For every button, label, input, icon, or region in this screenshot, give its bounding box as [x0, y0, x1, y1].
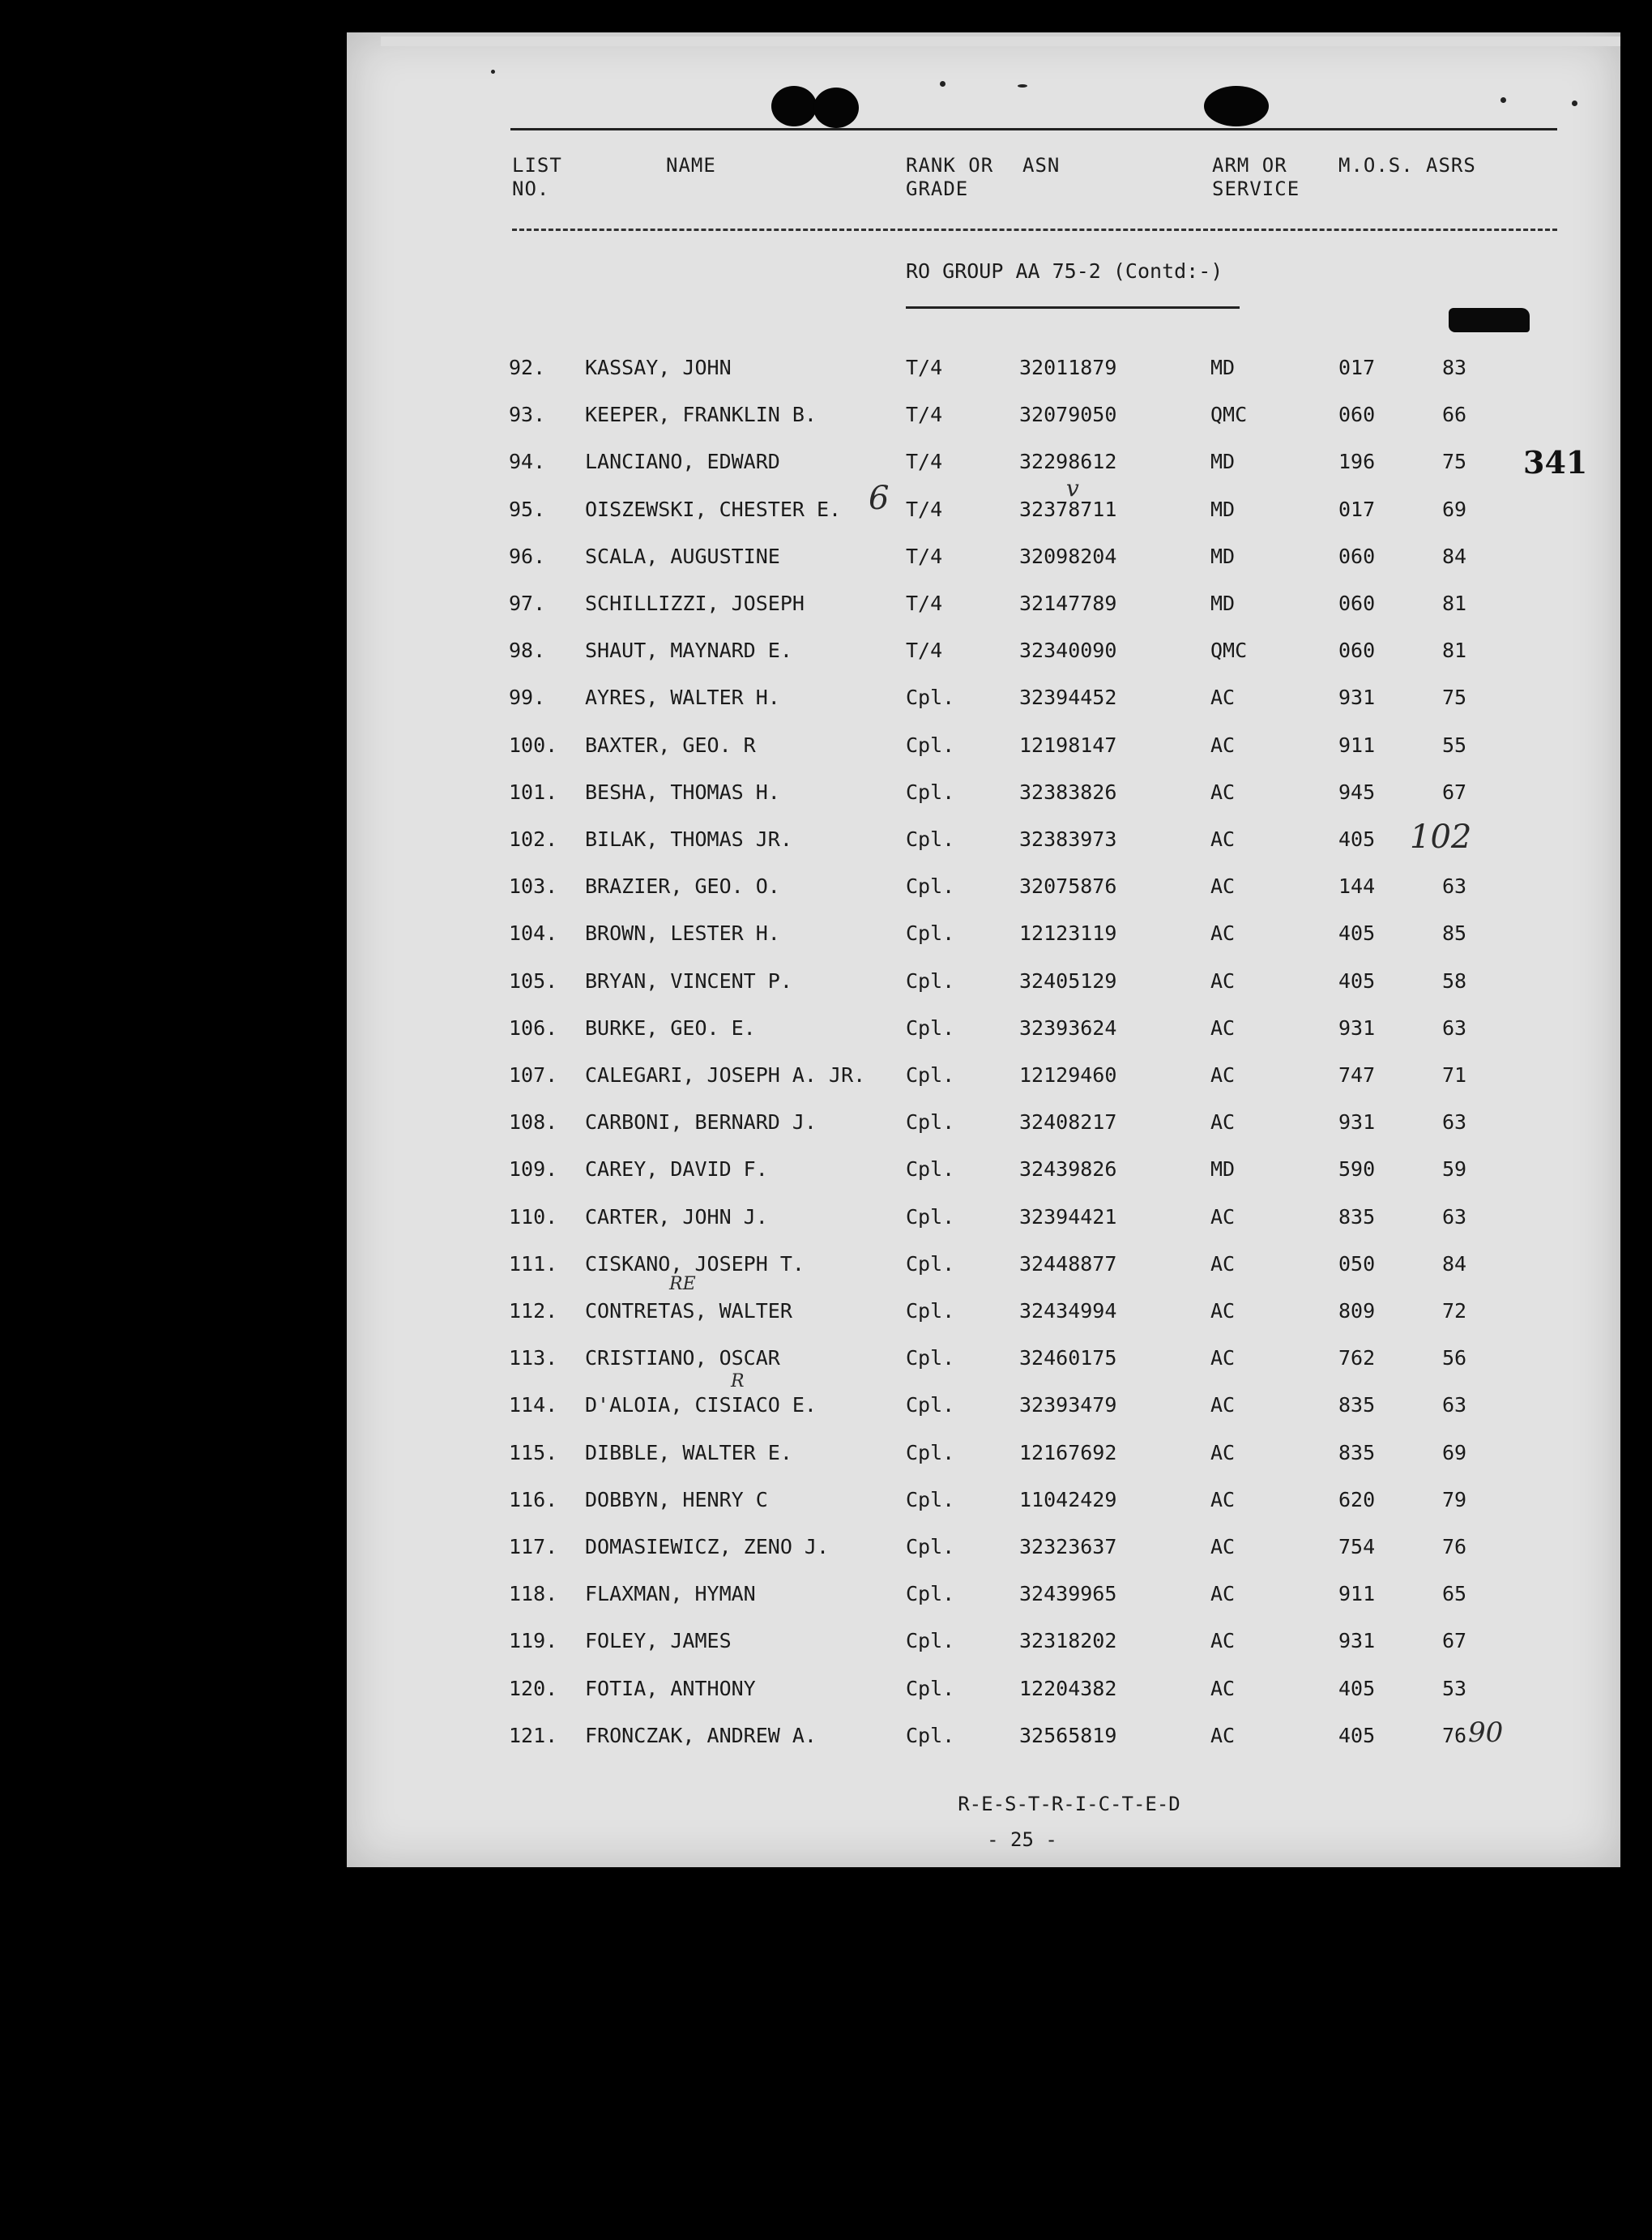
asrs-cell: 59	[1442, 1157, 1467, 1181]
rank-grade-cell: Cpl.	[906, 1677, 955, 1700]
table-row	[0, 1531, 1652, 1563]
asrs-cell: 63	[1442, 1205, 1467, 1229]
mos-cell: 405	[1338, 921, 1376, 945]
asn-cell: 32565819	[1019, 1724, 1117, 1747]
soldier-name-cell: BAXTER, GEO. R	[585, 733, 756, 757]
mos-cell: 050	[1338, 1252, 1376, 1276]
speck	[491, 70, 495, 74]
table-row	[0, 1012, 1652, 1045]
mos-cell: 405	[1338, 1724, 1376, 1747]
asrs-cell: 81	[1442, 592, 1467, 615]
rank-grade-cell: Cpl.	[906, 1110, 955, 1134]
list-number-cell: 113.	[509, 1346, 558, 1370]
table-row	[0, 1295, 1652, 1327]
rank-grade-cell: Cpl.	[906, 1299, 955, 1323]
asn-cell: 11042429	[1019, 1488, 1117, 1511]
handwritten-mark-row102: 102	[1410, 819, 1472, 856]
table-row	[0, 1106, 1652, 1139]
mos-cell: 405	[1338, 827, 1376, 851]
group-title: RO GROUP AA 75-2 (Contd:-)	[906, 259, 1223, 283]
table-row	[0, 352, 1652, 384]
asrs-cell: 55	[1442, 733, 1467, 757]
mos-cell: 060	[1338, 545, 1376, 568]
mos-cell: 931	[1338, 1110, 1376, 1134]
arm-service-cell: AC	[1210, 1063, 1236, 1087]
list-number-cell: 97.	[509, 592, 546, 615]
rank-grade-cell: Cpl.	[906, 1535, 955, 1558]
arm-service-cell: AC	[1210, 827, 1236, 851]
speck	[1500, 97, 1506, 103]
arm-service-cell: AC	[1210, 1441, 1236, 1464]
arm-service-cell: AC	[1210, 969, 1236, 993]
list-number-cell: 105.	[509, 969, 558, 993]
table-row	[0, 1059, 1652, 1092]
header-mos: M.O.S.	[1338, 154, 1414, 177]
asn-cell: 32011879	[1019, 356, 1117, 379]
asn-cell: 32340090	[1019, 639, 1117, 662]
table-row	[0, 823, 1652, 856]
asrs-cell: 72	[1442, 1299, 1467, 1323]
soldier-name-cell: CARTER, JOHN J.	[585, 1205, 768, 1229]
asrs-cell: 56	[1442, 1346, 1467, 1370]
rank-grade-cell: Cpl.	[906, 921, 955, 945]
rank-grade-cell: Cpl.	[906, 827, 955, 851]
soldier-name-cell: BRAZIER, GEO. O.	[585, 874, 780, 898]
mos-cell: 931	[1338, 1629, 1376, 1652]
page-top-edge	[381, 36, 1620, 46]
header-arm: ARM OR SERVICE	[1212, 154, 1300, 200]
soldier-name-cell: SCALA, AUGUSTINE	[585, 545, 780, 568]
soldier-name-cell: SHAUT, MAYNARD E.	[585, 639, 792, 662]
rank-grade-cell: Cpl.	[906, 1724, 955, 1747]
mos-cell: 809	[1338, 1299, 1376, 1323]
asn-cell: 32394421	[1019, 1205, 1117, 1229]
list-number-cell: 114.	[509, 1393, 558, 1417]
arm-service-cell: MD	[1210, 1157, 1236, 1181]
rank-grade-cell: Cpl.	[906, 1205, 955, 1229]
soldier-name-cell: CALEGARI, JOSEPH A. JR.	[585, 1063, 866, 1087]
mos-cell: 060	[1338, 639, 1376, 662]
arm-service-cell: MD	[1210, 498, 1236, 521]
rank-grade-cell: T/4	[906, 592, 943, 615]
rank-grade-cell: T/4	[906, 356, 943, 379]
mos-cell: 060	[1338, 592, 1376, 615]
mos-cell: 945	[1338, 780, 1376, 804]
mos-cell: 620	[1338, 1488, 1376, 1511]
mos-cell: 762	[1338, 1346, 1376, 1370]
asrs-cell: 81	[1442, 639, 1467, 662]
asn-cell: 32393624	[1019, 1016, 1117, 1040]
mos-cell: 144	[1338, 874, 1376, 898]
header-dashed-rule	[512, 229, 1557, 231]
table-row	[0, 1578, 1652, 1610]
asn-cell: 32318202	[1019, 1629, 1117, 1652]
table-row	[0, 965, 1652, 998]
rank-grade-cell: Cpl.	[906, 874, 955, 898]
asrs-cell: 76	[1442, 1535, 1467, 1558]
rank-grade-cell: Cpl.	[906, 1063, 955, 1087]
mos-cell: 060	[1338, 403, 1376, 426]
arm-service-cell: AC	[1210, 1582, 1236, 1605]
asn-cell: 12204382	[1019, 1677, 1117, 1700]
list-number-cell: 104.	[509, 921, 558, 945]
list-number-cell: 95.	[509, 498, 546, 521]
asrs-cell: 66	[1442, 403, 1467, 426]
rank-grade-cell: Cpl.	[906, 1629, 955, 1652]
arm-service-cell: AC	[1210, 921, 1236, 945]
table-row	[0, 446, 1652, 478]
punch-hole	[813, 88, 859, 128]
asn-cell: 32079050	[1019, 403, 1117, 426]
soldier-name-cell: BROWN, LESTER H.	[585, 921, 780, 945]
list-number-cell: 98.	[509, 639, 546, 662]
rank-grade-cell: Cpl.	[906, 1016, 955, 1040]
asrs-cell: 75	[1442, 686, 1467, 709]
asn-cell: 12129460	[1019, 1063, 1117, 1087]
soldier-name-cell: CRISTIANO, OSCAR	[585, 1346, 780, 1370]
soldier-name-cell: CISKANO, JOSEPH T.	[585, 1252, 805, 1276]
page-number: - 25 -	[987, 1828, 1057, 1851]
header-name: NAME	[666, 154, 716, 177]
list-number-cell: 92.	[509, 356, 546, 379]
soldier-name-cell: BESHA, THOMAS H.	[585, 780, 780, 804]
soldier-name-cell: CONTRETAS, WALTER	[585, 1299, 792, 1323]
arm-service-cell: MD	[1210, 356, 1236, 379]
asn-cell: 32439826	[1019, 1157, 1117, 1181]
punch-hole	[1204, 86, 1269, 126]
asn-cell: 12167692	[1019, 1441, 1117, 1464]
rank-grade-cell: T/4	[906, 403, 943, 426]
mos-cell: 747	[1338, 1063, 1376, 1087]
rank-grade-cell: Cpl.	[906, 686, 955, 709]
rank-grade-cell: T/4	[906, 545, 943, 568]
arm-service-cell: AC	[1210, 1488, 1236, 1511]
soldier-name-cell: FRONCZAK, ANDREW A.	[585, 1724, 817, 1747]
handwritten-check-row95: v	[1066, 475, 1079, 502]
rank-grade-cell: Cpl.	[906, 780, 955, 804]
mos-cell: 017	[1338, 356, 1376, 379]
table-row	[0, 1201, 1652, 1233]
rank-grade-cell: T/4	[906, 450, 943, 473]
soldier-name-cell: BRYAN, VINCENT P.	[585, 969, 792, 993]
list-number-cell: 121.	[509, 1724, 558, 1747]
asrs-cell: 84	[1442, 1252, 1467, 1276]
soldier-name-cell: BILAK, THOMAS JR.	[585, 827, 792, 851]
list-number-cell: 101.	[509, 780, 558, 804]
arm-service-cell: QMC	[1210, 639, 1248, 662]
arm-service-cell: AC	[1210, 1110, 1236, 1134]
asn-cell: 32383973	[1019, 827, 1117, 851]
rank-grade-cell: Cpl.	[906, 1488, 955, 1511]
arm-service-cell: AC	[1210, 1016, 1236, 1040]
list-number-cell: 119.	[509, 1629, 558, 1652]
asn-cell: 32383826	[1019, 780, 1117, 804]
rank-grade-cell: T/4	[906, 498, 943, 521]
header-asrs: ASRS	[1426, 154, 1476, 177]
list-number-cell: 116.	[509, 1488, 558, 1511]
table-row	[0, 776, 1652, 809]
arm-service-cell: QMC	[1210, 403, 1248, 426]
list-number-cell: 117.	[509, 1535, 558, 1558]
list-number-cell: 94.	[509, 450, 546, 473]
list-number-cell: 107.	[509, 1063, 558, 1087]
handwritten-mark-row112: RE	[669, 1274, 696, 1294]
list-number-cell: 96.	[509, 545, 546, 568]
table-row	[0, 682, 1652, 714]
table-row	[0, 1342, 1652, 1374]
classification-footer: R-E-S-T-R-I-C-T-E-D	[958, 1793, 1180, 1815]
asn-cell: 32394452	[1019, 686, 1117, 709]
list-number-cell: 111.	[509, 1252, 558, 1276]
header-list-no: LIST NO.	[512, 154, 562, 200]
asn-cell: 32439965	[1019, 1582, 1117, 1605]
list-number-cell: 106.	[509, 1016, 558, 1040]
top-rule	[510, 128, 1557, 130]
table-row	[0, 1153, 1652, 1186]
asn-cell: 32434994	[1019, 1299, 1117, 1323]
list-number-cell: 100.	[509, 733, 558, 757]
handwritten-mark-row121: 90	[1468, 1716, 1504, 1749]
table-row	[0, 635, 1652, 667]
list-number-cell: 93.	[509, 403, 546, 426]
table-row	[0, 588, 1652, 620]
arm-service-cell: AC	[1210, 1393, 1236, 1417]
asrs-cell: 63	[1442, 1393, 1467, 1417]
table-row	[0, 917, 1652, 950]
arm-service-cell: MD	[1210, 592, 1236, 615]
table-row	[0, 399, 1652, 431]
list-number-cell: 99.	[509, 686, 546, 709]
asrs-cell: 69	[1442, 498, 1467, 521]
asrs-cell: 71	[1442, 1063, 1467, 1087]
mos-cell: 754	[1338, 1535, 1376, 1558]
arm-service-cell: AC	[1210, 1535, 1236, 1558]
soldier-name-cell: DOMASIEWICZ, ZENO J.	[585, 1535, 830, 1558]
asrs-cell: 67	[1442, 780, 1467, 804]
asn-cell: 32075876	[1019, 874, 1117, 898]
rank-grade-cell: Cpl.	[906, 1393, 955, 1417]
mos-cell: 835	[1338, 1393, 1376, 1417]
mos-cell: 911	[1338, 1582, 1376, 1605]
arm-service-cell: AC	[1210, 733, 1236, 757]
soldier-name-cell: DIBBLE, WALTER E.	[585, 1441, 792, 1464]
table-row	[0, 1720, 1652, 1752]
asrs-cell: 63	[1442, 874, 1467, 898]
list-number-cell: 115.	[509, 1441, 558, 1464]
list-number-cell: 120.	[509, 1677, 558, 1700]
soldier-name-cell: CAREY, DAVID F.	[585, 1157, 768, 1181]
rank-grade-cell: Cpl.	[906, 969, 955, 993]
asn-cell: 32448877	[1019, 1252, 1117, 1276]
asn-cell: 32460175	[1019, 1346, 1117, 1370]
asn-cell: 12198147	[1019, 733, 1117, 757]
list-number-cell: 112.	[509, 1299, 558, 1323]
arm-service-cell: MD	[1210, 545, 1236, 568]
soldier-name-cell: CARBONI, BERNARD J.	[585, 1110, 817, 1134]
mos-cell: 931	[1338, 686, 1376, 709]
soldier-name-cell: OISZEWSKI, CHESTER E.	[585, 498, 842, 521]
list-number-cell: 102.	[509, 827, 558, 851]
speck	[1018, 84, 1027, 88]
mos-cell: 590	[1338, 1157, 1376, 1181]
asrs-cell: 79	[1442, 1488, 1467, 1511]
asrs-cell: 63	[1442, 1110, 1467, 1134]
table-row	[0, 1673, 1652, 1705]
list-number-cell: 108.	[509, 1110, 558, 1134]
soldier-name-cell: FLAXMAN, HYMAN	[585, 1582, 756, 1605]
arm-service-cell: AC	[1210, 1677, 1236, 1700]
mos-cell: 835	[1338, 1205, 1376, 1229]
arm-service-cell: AC	[1210, 1252, 1236, 1276]
speck	[940, 81, 946, 87]
table-row	[0, 870, 1652, 903]
asrs-cell: 67	[1442, 1629, 1467, 1652]
arm-service-cell: AC	[1210, 1724, 1236, 1747]
arm-service-cell: AC	[1210, 1346, 1236, 1370]
asrs-cell: 84	[1442, 545, 1467, 568]
asn-cell: 32098204	[1019, 545, 1117, 568]
soldier-name-cell: D'ALOIA, CISIACO E.	[585, 1393, 817, 1417]
asrs-cell: 63	[1442, 1016, 1467, 1040]
soldier-name-cell: BURKE, GEO. E.	[585, 1016, 756, 1040]
asn-cell: 32408217	[1019, 1110, 1117, 1134]
table-row	[0, 1437, 1652, 1469]
rank-grade-cell: T/4	[906, 639, 943, 662]
list-number-cell: 110.	[509, 1205, 558, 1229]
mos-cell: 017	[1338, 498, 1376, 521]
arm-service-cell: AC	[1210, 1629, 1236, 1652]
table-row	[0, 1484, 1652, 1516]
mos-cell: 835	[1338, 1441, 1376, 1464]
mos-cell: 196	[1338, 450, 1376, 473]
header-rank: RANK OR GRADE	[906, 154, 994, 200]
table-row	[0, 1389, 1652, 1421]
asn-cell: 12123119	[1019, 921, 1117, 945]
mos-cell: 931	[1338, 1016, 1376, 1040]
asrs-cell: 83	[1442, 356, 1467, 379]
speck	[1572, 100, 1577, 106]
table-row	[0, 1625, 1652, 1657]
asn-cell: 32378711	[1019, 498, 1117, 521]
mos-cell: 405	[1338, 969, 1376, 993]
table-row	[0, 729, 1652, 762]
rank-grade-cell: Cpl.	[906, 1441, 955, 1464]
mos-cell: 405	[1338, 1677, 1376, 1700]
soldier-name-cell: KASSAY, JOHN	[585, 356, 732, 379]
asrs-cell: 53	[1442, 1677, 1467, 1700]
asn-cell: 32393479	[1019, 1393, 1117, 1417]
asn-cell: 32405129	[1019, 969, 1117, 993]
arm-service-cell: AC	[1210, 1205, 1236, 1229]
asn-cell: 32147789	[1019, 592, 1117, 615]
table-row	[0, 494, 1652, 526]
list-number-cell: 103.	[509, 874, 558, 898]
rank-grade-cell: Cpl.	[906, 1252, 955, 1276]
soldier-name-cell: FOTIA, ANTHONY	[585, 1677, 756, 1700]
stamp-number: 341	[1523, 444, 1588, 481]
header-asn: ASN	[1022, 154, 1061, 177]
table-row	[0, 541, 1652, 573]
soldier-name-cell: DOBBYN, HENRY C	[585, 1488, 768, 1511]
group-title-underline	[906, 306, 1240, 309]
asrs-cell: 85	[1442, 921, 1467, 945]
soldier-name-cell: KEEPER, FRANKLIN B.	[585, 403, 817, 426]
soldier-name-cell: AYRES, WALTER H.	[585, 686, 780, 709]
soldier-name-cell: SCHILLIZZI, JOSEPH	[585, 592, 805, 615]
list-number-cell: 109.	[509, 1157, 558, 1181]
redaction-mark	[1449, 308, 1530, 332]
asrs-cell: 58	[1442, 969, 1467, 993]
arm-service-cell: AC	[1210, 780, 1236, 804]
soldier-name-cell: LANCIANO, EDWARD	[585, 450, 780, 473]
arm-service-cell: MD	[1210, 450, 1236, 473]
arm-service-cell: AC	[1210, 1299, 1236, 1323]
asrs-cell: 65	[1442, 1582, 1467, 1605]
list-number-cell: 118.	[509, 1582, 558, 1605]
asn-cell: 32323637	[1019, 1535, 1117, 1558]
asrs-cell: 69	[1442, 1441, 1467, 1464]
punch-hole	[771, 86, 817, 126]
mos-cell: 911	[1338, 733, 1376, 757]
arm-service-cell: AC	[1210, 686, 1236, 709]
rank-grade-cell: Cpl.	[906, 1346, 955, 1370]
arm-service-cell: AC	[1210, 874, 1236, 898]
handwritten-mark-row95: 6	[869, 480, 890, 517]
asrs-cell: 76	[1442, 1724, 1467, 1747]
table-row	[0, 1248, 1652, 1280]
rank-grade-cell: Cpl.	[906, 1582, 955, 1605]
asn-cell: 32298612	[1019, 450, 1117, 473]
rank-grade-cell: Cpl.	[906, 1157, 955, 1181]
soldier-name-cell: FOLEY, JAMES	[585, 1629, 732, 1652]
asrs-cell: 75	[1442, 450, 1467, 473]
handwritten-mark-row114: R	[731, 1371, 745, 1391]
rank-grade-cell: Cpl.	[906, 733, 955, 757]
